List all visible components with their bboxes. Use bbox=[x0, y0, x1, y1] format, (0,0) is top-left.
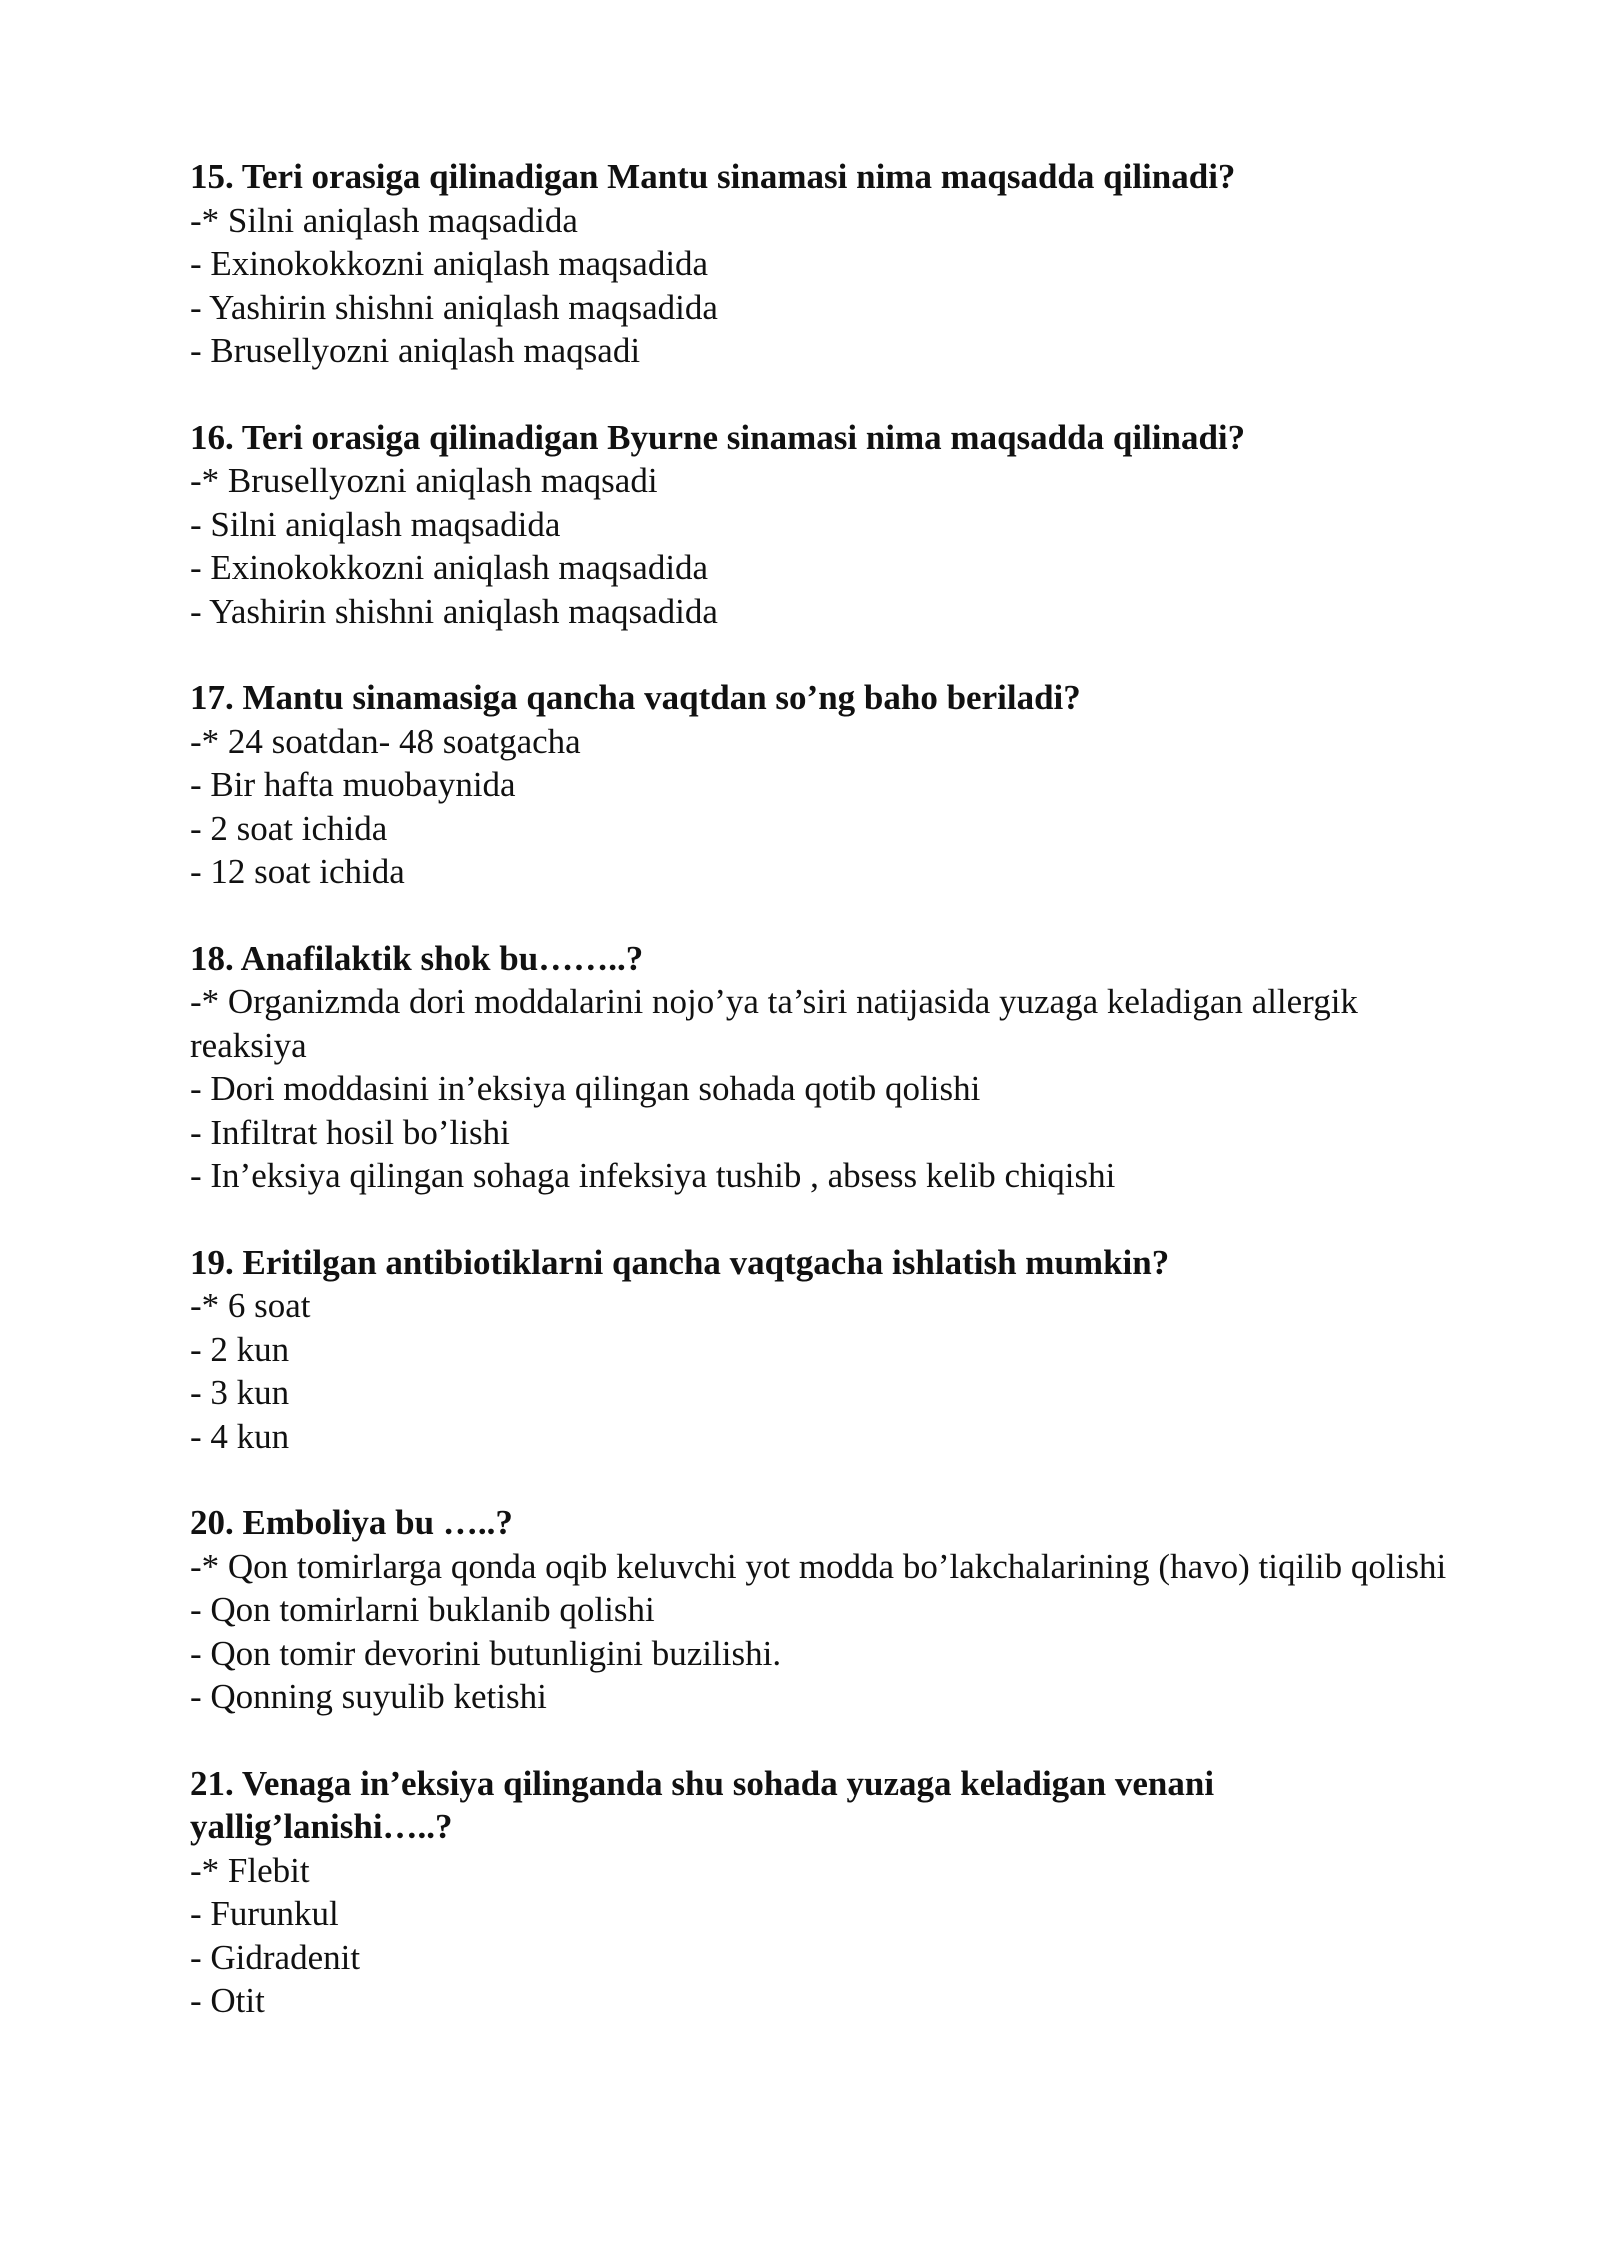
answer-list bbox=[190, 1849, 1470, 2023]
answer-list bbox=[190, 1284, 1470, 1458]
question-title: 17. Mantu sinamasiga qancha vaqtdan so’ng baho beriladi? bbox=[190, 678, 1081, 717]
answer-option: - In’eksiya qilingan sohaga infeksiya tushib , absess kelib chiqishi bbox=[190, 1156, 1116, 1195]
answer-list bbox=[190, 720, 1470, 894]
question-title: 20. Emboliya bu …..? bbox=[190, 1503, 513, 1542]
question-20 bbox=[190, 1501, 1470, 1719]
answer-list bbox=[190, 980, 1470, 1198]
question-15 bbox=[190, 155, 1470, 373]
answer-option: - 12 soat ichida bbox=[190, 852, 405, 891]
answer-option: - Dori moddasini in’eksiya qilingan sohada qotib qolishi bbox=[190, 1069, 981, 1108]
answer-option: - 4 kun bbox=[190, 1416, 290, 1456]
answer-option: - Yashirin shishni aniqlash maqsadida bbox=[190, 287, 718, 327]
answer-option: - Furunkul bbox=[190, 1894, 339, 1933]
question-17 bbox=[190, 676, 1470, 894]
answer-option: - Silni aniqlash maqsadida bbox=[190, 504, 561, 544]
answer-option: - Qonning suyulib ketishi bbox=[190, 1677, 547, 1716]
answer-correct: -* 24 soatdan- 48 soatgacha bbox=[190, 721, 581, 761]
answer-option: - 2 kun bbox=[190, 1329, 290, 1369]
question-21 bbox=[190, 1762, 1470, 2023]
answer-option: - Yashirin shishni aniqlash maqsadida bbox=[190, 591, 718, 631]
answer-list bbox=[190, 1545, 1470, 1719]
answer-list bbox=[190, 459, 1470, 633]
answer-correct: -* 6 soat bbox=[190, 1286, 311, 1325]
answer-option: - Brusellyozni aniqlash maqsadi bbox=[190, 331, 641, 370]
answer-option: - Qon tomir devorini butunligini buzilishi. bbox=[190, 1633, 782, 1673]
answer-list bbox=[190, 199, 1470, 373]
answer-option: - Exinokokkozni aniqlash maqsadida bbox=[190, 244, 709, 283]
answer-option: - Exinokokkozni aniqlash maqsadida bbox=[190, 548, 709, 587]
question-18 bbox=[190, 937, 1470, 1198]
question-19 bbox=[190, 1241, 1470, 1459]
question-title: 18. Anafilaktik shok bu……..? bbox=[190, 938, 644, 978]
question-title: 21. Venaga in’eksiya qilinganda shu sohada yuzaga keladigan venani yallig’lanishi…..? bbox=[190, 1763, 1215, 1846]
answer-correct: -* Qon tomirlarga qonda oqib keluvchi yot modda bo’lakchalarining (havo) tiqilib qolishi bbox=[190, 1546, 1447, 1586]
question-16 bbox=[190, 416, 1470, 634]
question-title: 15. Teri orasiga qilinadigan Mantu sinamasi nima maqsadda qilinadi? bbox=[190, 157, 1236, 196]
answer-correct: -* Flebit bbox=[190, 1850, 310, 1890]
question-title: 19. Eritilgan antibiotiklarni qancha vaqtgacha ishlatish mumkin? bbox=[190, 1242, 1170, 1282]
answer-correct: -* Brusellyozni aniqlash maqsadi bbox=[190, 461, 658, 500]
answer-correct: -* Organizmda dori moddalarini nojo’ya ta’siri natijasida yuzaga keladigan allergik reaksiya bbox=[190, 982, 1358, 1065]
answer-option: - Otit bbox=[190, 1981, 265, 2020]
answer-option: - Gidradenit bbox=[190, 1937, 361, 1977]
question-list bbox=[190, 155, 1470, 2066]
answer-option: - Bir hafta muobaynida bbox=[190, 765, 516, 804]
answer-option: - 3 kun bbox=[190, 1373, 290, 1412]
answer-option: - Qon tomirlarni buklanib qolishi bbox=[190, 1590, 655, 1629]
answer-option: - Infiltrat hosil bo’lishi bbox=[190, 1112, 510, 1152]
answer-correct: -* Silni aniqlash maqsadida bbox=[190, 200, 578, 240]
question-title: 16. Teri orasiga qilinadigan Byurne sinamasi nima maqsadda qilinadi? bbox=[190, 417, 1246, 457]
answer-option: - 2 soat ichida bbox=[190, 808, 388, 848]
